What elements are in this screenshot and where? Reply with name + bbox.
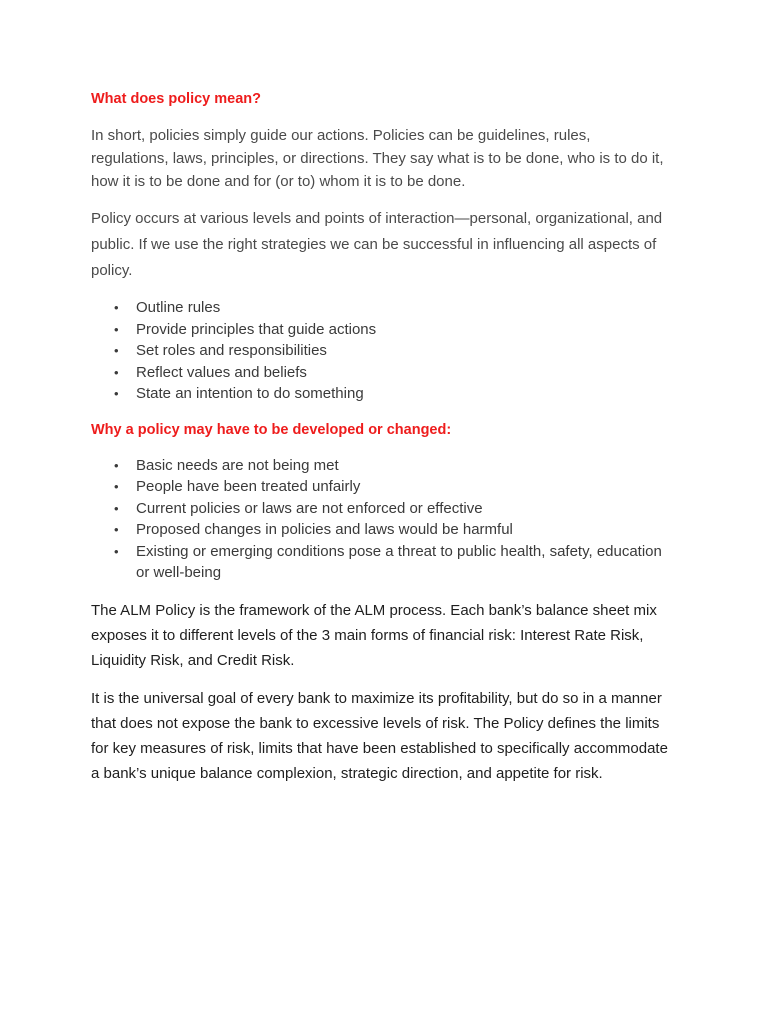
list-item: • Existing or emerging conditions pose a threat to public health, safety, education or well-being: [114, 542, 662, 581]
list-item: • Set roles and responsibilities: [91, 340, 671, 362]
bullet-icon: •: [114, 522, 119, 537]
bullet-icon: •: [114, 543, 119, 559]
bullet-icon: •: [114, 386, 119, 401]
list-item: • Basic needs are not being met: [91, 455, 671, 477]
list-item: • Reflect values and beliefs: [91, 362, 671, 384]
document-page: [91, 88, 671, 799]
paragraph-policy-levels: Policy occurs at various levels and points of interaction—personal, organizational, and public. If we use the right strategies we can be successful in influencing all aspects of policy.: [91, 210, 663, 279]
bullet-icon: •: [114, 321, 119, 337]
bullet-icon: •: [114, 479, 119, 494]
list-item: • Outline rules: [91, 297, 671, 319]
paragraph-bank-goal: It is the universal goal of every bank to maximize its profitability, but do so in a manner that does not expose the bank to excessive levels of risk. The Policy defines the limits for key measures of risk, limits that have been established to specifically accommodate a bank’s unique balance complexion, strategic direction, and appetite for risk.: [91, 689, 668, 782]
list-item: • State an intention to do something: [91, 383, 671, 405]
heading-policy-meaning: What does policy mean?: [91, 91, 261, 107]
bullet-icon: •: [114, 500, 119, 516]
policy-change-reasons-list: [91, 455, 671, 584]
policy-purpose-list: [91, 297, 671, 405]
heading-policy-change: Why a policy may have to be developed or changed:: [91, 421, 452, 438]
paragraph-alm-policy: The ALM Policy is the framework of the ALM process. Each bank’s balance sheet mix exposes it to different levels of the 3 main forms of financial risk: Interest Rate Risk, Liquidity Risk, and Credit Risk.: [91, 601, 657, 669]
bullet-icon: •: [114, 364, 119, 380]
list-item: • Provide principles that guide actions: [91, 319, 671, 341]
paragraph-policy-definition: In short, policies simply guide our actions. Policies can be guidelines, rules, regulations, laws, principles, or directions. They say what is to be done, who is to do it, how it is to be done and for (or to) whom it is to be done.: [91, 127, 664, 190]
list-item: • People have been treated unfairly: [91, 476, 671, 498]
bullet-icon: •: [114, 457, 119, 473]
bullet-icon: •: [114, 300, 119, 315]
bullet-icon: •: [114, 343, 119, 358]
list-item: • Proposed changes in policies and laws would be harmful: [91, 519, 671, 541]
list-item: • Current policies or laws are not enforced or effective: [91, 498, 671, 520]
